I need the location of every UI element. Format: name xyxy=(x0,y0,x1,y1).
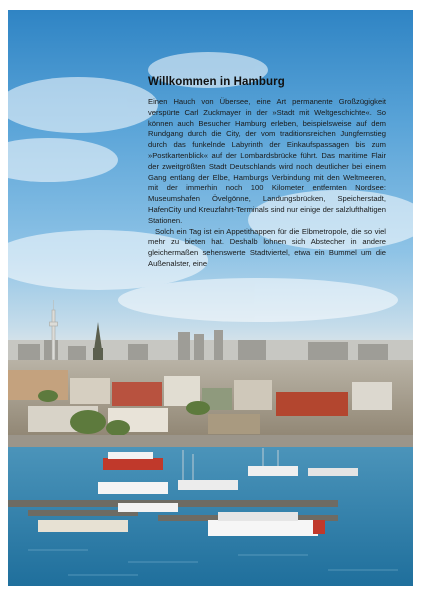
article-paragraph-1: Einen Hauch von Übersee, eine Art permanente Großzügigkeit verspürte Carl Zuckmayer in der »Stadt mit Weltgeschichte«. So können auch Besucher Hamburg erleben, beispielsweise auf dem Rundgang durch die City, der vom traditionsreichen Jungfernstieg durch das funkelnde Labyrinth der Einkaufspassagen bis zum »Postkartenblick« auf der Lombardsbrücke führt. Das maritime Flair der zweitgrößten Stadt Deutschlands wird noch deutlicher bei einem Gang entlang der Elbe, Hamburgs Verbindung mit den Weltmeeren, mit der immerhin noch 100 Kilometer entfernten Nordsee: Museumshafen Övelgönne, Landungsbrücken, Speicherstadt, HafenCity und Kreuzfahrt-Terminals sind nur einige der salzlufthaltigen Stationen. xyxy=(148,97,386,225)
quay xyxy=(8,435,413,449)
article-title: Willkommen in Hamburg xyxy=(148,76,285,88)
skyline-buildings xyxy=(18,330,388,362)
article xyxy=(148,76,386,270)
article-paragraph-2: Solch ein Tag ist ein Appetithappen für die Elbmetropole, die so viel mehr zu bieten hat. Deshalb lohnen sich Abstecher in andere gleichermaßen sehenswerte Stadtviertel, etwa ein Bummel um die Außenalster, eine xyxy=(148,226,386,268)
